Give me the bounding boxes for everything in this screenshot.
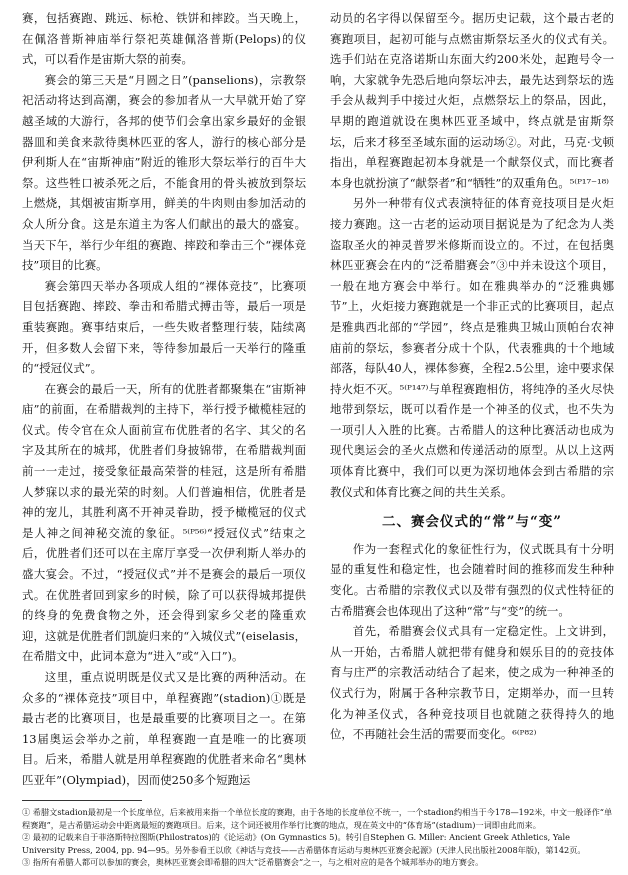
footnote-divider xyxy=(22,800,142,801)
footnote: ① 希腊文stadion最初是一个长度单位，后来被用来指一个单位长度的赛跑，由于各地的长度单位不统一，一个stadion约相当于今178—192米，中文一般译作“单程赛跑”，是古希腊运动会中距离最短的赛跑项目。后来，这个词还被用作举行比赛的地点，现在英文中的“体育场”(stadium)一词即由此而来。 xyxy=(22,807,613,830)
footnote: ② 最初的记载来自于菲洛斯特拉图斯(Philostratos)的《论运动》(On Gymnastics 5)。转引自Stephen G. Miller: Ancient Greek Athletics, Yale University Press, 2004, pp. 94—95。另外参看王以欣《神话与竞技——古希腊体育运动与奥林匹亚赛会起源》(天津人民出版社2008年版)，第142页。 xyxy=(22,832,586,855)
paragraph: 在赛会的最后一天，所有的优胜者都聚集在“宙斯神庙”的前面，在希腊裁判的主持下，举行授予橄榄桂冠的仪式。传令官在众人面前宣布优胜者的名字、其父的名字及其所在的城邦，优胜者们身披锦带，在希腊裁判面前一一走过，接受象征最高荣誉的桂冠，这是所有希腊人梦寐以求的最光荣的时刻。人们普遍相信，优胜者是神的宠儿，其胜利离不开神灵眷助，授予橄榄冠的仪式是人神之间神秘交流的象征。⁵⁽ᴾ⁵⁶⁾“授冠仪式”结束之后，优胜者们还可以在主席厅享受一次伊利斯人举办的盛大宴会。不过，“授冠仪式”并不是赛会的最后一项仪式。在优胜者回到家乡的时候，除了可以获得城邦提供的终身的免费食物之外，还会得到家乡父老的隆重欢迎，这就是优胜者们凯旋归来的“入城仪式”(eiselasis，在希腊文中，此词本意为“进入”或“入口”)。 xyxy=(22,381,306,664)
paragraph: 动员的名字得以保留至今。据历史记载，这个最古老的赛跑项目，起初可能与点燃宙斯祭坛圣火的仪式有关。选手们站在克洛诺斯山东面大约200米处，起跑号令一响，大家就争先恐后地向祭坛冲去，最先达到祭坛的选手会从裁判手中接过火炬，点燃祭坛上的祭品，因此，早期的跑道就设在奥林匹亚圣域中，终点就是宙斯祭坛，后来才移至圣域东面的运动场②。对此，马克·戈顿指出，单程赛跑起初本身就是一个献祭仪式，而比赛者本身也就扮演了“献祭者”和“牺牲”的双重角色。⁵⁽ᴾ¹⁷⁻¹⁸⁾ xyxy=(330,11,614,190)
paragraph: 另外一种带有仪式表演特征的体育竞技项目是火炬接力赛跑。这一古老的运动项目据说是为了纪念为人类盗取圣火的神灵普罗米修斯而设立的。不过，在包括奥林匹亚赛会在内的“泛希腊赛会”③中并未设这个项目，一般在地方赛会中举行。如在雅典举办的“泛雅典娜节”上，火炬接力赛跑就是一个非正式的比赛项目，起点是雅典西北部的“学园”，终点是雅典卫城山顶帕台农神庙前的祭坛，参赛者分成十个队，代表雅典的十个地域部落，每队40人，裸体参赛，全程2.5公里，途中要求保持火炬不灭。⁵⁽ᴾ¹⁴⁷⁾与单程赛跑相仿，将纯净的圣火尽快地带到祭坛，既可以看作是一个神圣的仪式，也不失为一项引人入胜的比赛。古希腊人的这种比赛活动也成为现代奥运会的圣火点燃和传递活动的原型。从以上这两项体育比赛中，我们可以更为深切地体会到古希腊的宗教仪式和体育比赛之间的共生关系。 xyxy=(330,196,614,499)
paragraph: 赛会第四天举办各项成人组的“裸体竞技”，比赛项目包括赛跑、摔跤、拳击和希腊式搏击等，最后一项是重装赛跑。赛事结束后，一些失败者整理行装，陆续离开，但多数人会留下来，等待参加最后一天举行的隆重的“授冠仪式”。 xyxy=(22,278,306,376)
paragraph: 作为一套程式化的象征性行为，仪式既具有十分明显的重复性和稳定性，也会随着时间的推移而发生种种变化。古希腊的宗教仪式以及带有强烈的仪式性特征的古希腊赛会也体现出了这种“常”与“变”的统一。 xyxy=(330,541,614,618)
left-column xyxy=(22,8,306,791)
paragraph: 赛，包括赛跑、跳远、标枪、铁饼和摔跤。当天晚上，在佩洛普斯神庙举行祭祀英雄佩洛普斯(Pelops)的仪式，可以看作是宙斯大祭的前奏。 xyxy=(22,11,306,67)
paragraph: 这里，重点说明既是仪式又是比赛的两种活动。在众多的“裸体竞技”项目中，单程赛跑”(stadion)①既是最古老的比赛项目，也是最重要的比赛项目之一。在第13届奥运会举办之前，单程赛跑一直是唯一的比赛项目。后来，希腊人就是用单程赛跑的优胜者来命名“奥林匹亚年”(Olympiad)，因而使250多个短跑运 xyxy=(22,670,306,787)
footnotes xyxy=(22,806,614,869)
section-heading: 二、赛会仪式的“常”与“变” xyxy=(381,514,563,531)
footnote: ③ 指所有希腊人都可以参加的赛会，奥林匹亚赛会即希腊的四大“泛希腊赛会”之一，与之相对应的是各个城邦举办的地方赛会。 xyxy=(22,857,484,867)
right-column xyxy=(330,8,614,745)
paragraph: 赛会的第三天是“月圆之日”(panselions)，宗教祭祀活动将达到高潮，赛会的参加者从一大早就开始了穿越圣域的大游行，各邦的使节们会拿出家乡最好的金银器皿和美食来款待奥林匹亚的客人，游行的核心部分是伊利斯人在“宙斯神庙”附近的锥形大祭坛举行的百牛大祭。这些牲口被杀死之后，不能食用的骨头被放到祭坛上燃烧，其烟被宙斯享用，鲜美的牛肉则由参加活动的众人所分食。这是东道主为客人们献出的最大的盛宴。当天下午，举行少年组的赛跑、摔跤和拳击三个“裸体竞技”项目的比赛。 xyxy=(22,72,306,273)
paragraph: 首先，希腊赛会仪式具有一定稳定性。上文讲到，从一开始，古希腊人就把带有健身和娱乐目的的竞技体育与庄严的宗教活动结合了起来，使之成为一种神圣的仪式行为，附属于各种宗教节日，定期举办，而一旦转化为神圣仪式，各种竞技项目也就随之获得持久的地位，不再随社会生活的需要而变化。⁶⁽ᴾ⁸²⁾ xyxy=(330,624,614,742)
